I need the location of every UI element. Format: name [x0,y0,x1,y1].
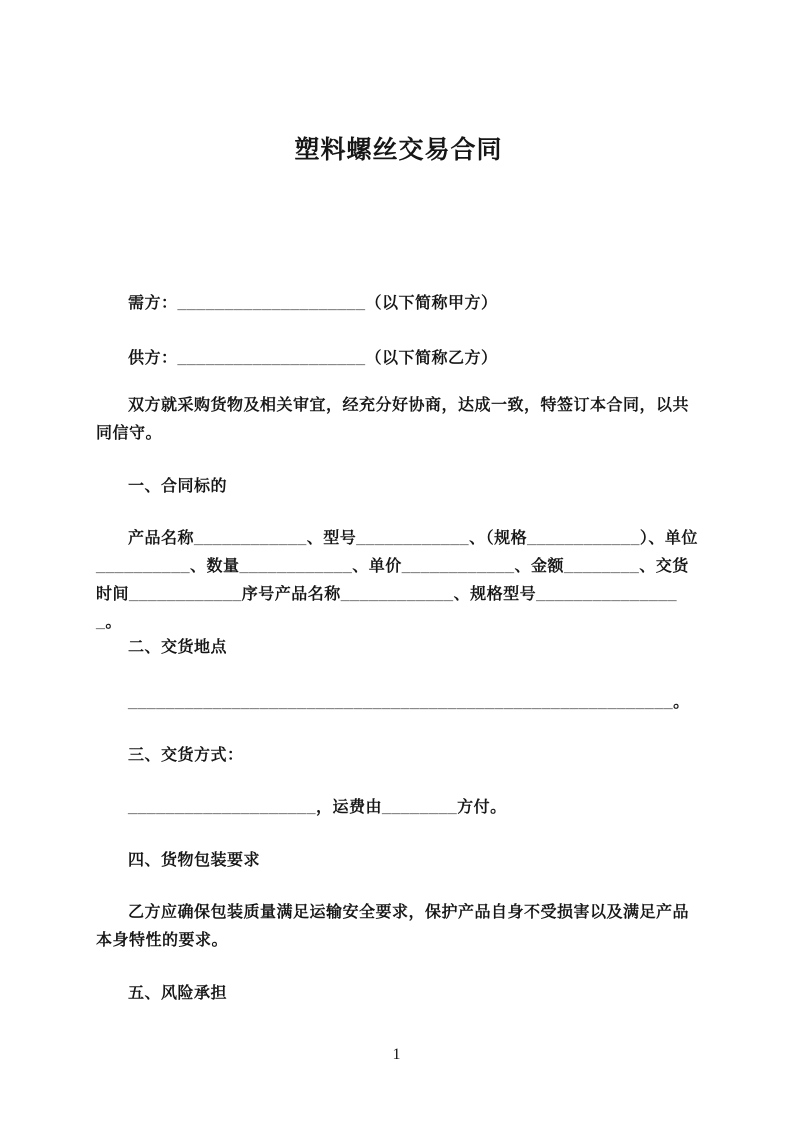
section-3-freight-line: ____________________，运费由________方付。 [128,799,507,816]
section-1-body: 产品名称____________、型号____________、（规格____________）、单位__________、数量____________、单价____________、金额________、交货时间____________序号产品名称____________、规格型号________________。 [96,530,698,631]
page-number: 1 [392,1046,401,1063]
section-2-blank-fill-line: __________________________________________________________。 [128,694,690,711]
party-supply-line: 供方：____________________（以下简称乙方） [128,350,498,367]
section-3-heading: 三、交货方式： [128,747,244,764]
section-5-heading: 五、风险承担 [128,985,228,1002]
section-1-heading: 一、合同标的 [128,478,228,495]
section-2-heading: 二、交货地点 [128,639,228,656]
section-4-heading: 四、货物包装要求 [128,852,261,869]
section-4-body: 乙方应确保包装质量满足运输安全要求，保护产品自身不受损害以及满足产品本身特性的要求。 [96,904,690,949]
intro-paragraph: 双方就采购货物及相关审宜，经充分好协商，达成一致，特签订本合同，以共同信守。 [96,397,690,442]
party-demand-line: 需方：____________________（以下简称甲方） [128,295,498,312]
document-title: 塑料螺丝交易合同 [294,136,503,164]
